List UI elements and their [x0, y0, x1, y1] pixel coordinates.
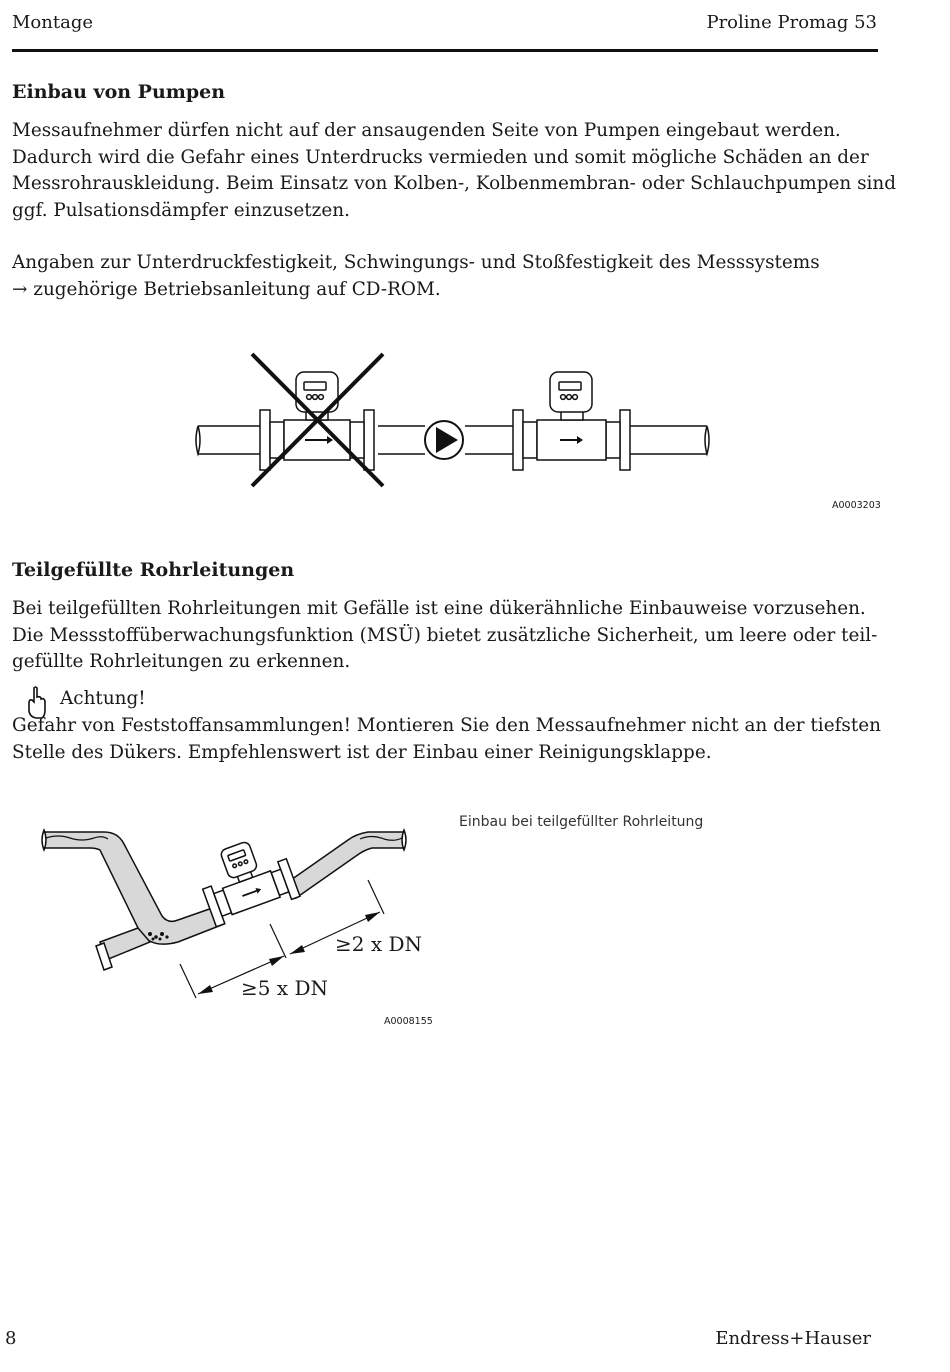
- header-product: Proline Promag 53: [706, 12, 877, 33]
- figure-code-pumps: A0003203: [832, 500, 881, 511]
- dimension-downstream: ≥2 x DN: [335, 932, 423, 956]
- header-chapter: Montage: [12, 12, 93, 33]
- pump-installation-figure: [190, 350, 715, 490]
- text-line: Angaben zur Unterdruckfestigkeit, Schwingungs- und Stoßfestigkeit des Messsystems: [12, 252, 820, 273]
- text-line: Dadurch wird die Gefahr eines Unterdrucks vermieden und somit mögliche Schäden an der: [12, 146, 869, 168]
- partially-filled-pipe-figure: [38, 820, 428, 1020]
- text-line: gefüllte Rohrleitungen zu erkennen.: [12, 651, 351, 673]
- text-line: Messaufnehmer dürfen nicht auf der ansaugenden Seite von Pumpen eingebaut werden.: [12, 120, 841, 141]
- section-title-partially-filled: Teilgefüllte Rohrleitungen: [12, 559, 295, 581]
- text-line: ggf. Pulsationsdämpfer einzusetzen.: [12, 199, 350, 221]
- warning-title: Achtung!: [60, 688, 146, 709]
- footer-brand: Endress+Hauser: [715, 1328, 871, 1349]
- text-line: Bei teilgefüllten Rohrleitungen mit Gefälle ist eine dükerähnliche Einbauweise vorzusehen.: [12, 598, 866, 619]
- pumps-reference-paragraph: [12, 250, 892, 303]
- partially-filled-paragraph: [12, 596, 892, 676]
- header-rule: [12, 49, 878, 52]
- pump-symbol: [425, 421, 463, 459]
- section-title-pumps: Einbau von Pumpen: [12, 81, 226, 103]
- warning-text: [12, 713, 892, 766]
- text-line: Stelle des Dükers. Empfehlenswert ist der Einbau einer Reinigungsklappe.: [12, 741, 712, 763]
- meter-right: [513, 372, 630, 470]
- page-number: 8: [5, 1328, 17, 1349]
- text-line: Gefahr von Feststoffansammlungen! Montieren Sie den Messaufnehmer nicht an der tiefsten: [12, 715, 881, 736]
- dimension-upstream: ≥5 x DN: [241, 976, 329, 1000]
- text-line: Messrohrauskleidung. Beim Einsatz von Kolben-, Kolbenmembran- oder Schlauchpumpen sind: [12, 173, 897, 195]
- figure-code-partially-filled: A0008155: [384, 1016, 433, 1027]
- pumps-paragraph: [12, 118, 897, 224]
- text-line: → zugehörige Betriebsanleitung auf CD-ROM.: [12, 278, 441, 300]
- text-line: Die Messstoffüberwachungsfunktion (MSÜ) bietet zusätzliche Sicherheit, um leere oder teil-: [12, 624, 878, 646]
- figure-caption: Einbau bei teilgefüllter Rohrleitung: [459, 814, 704, 830]
